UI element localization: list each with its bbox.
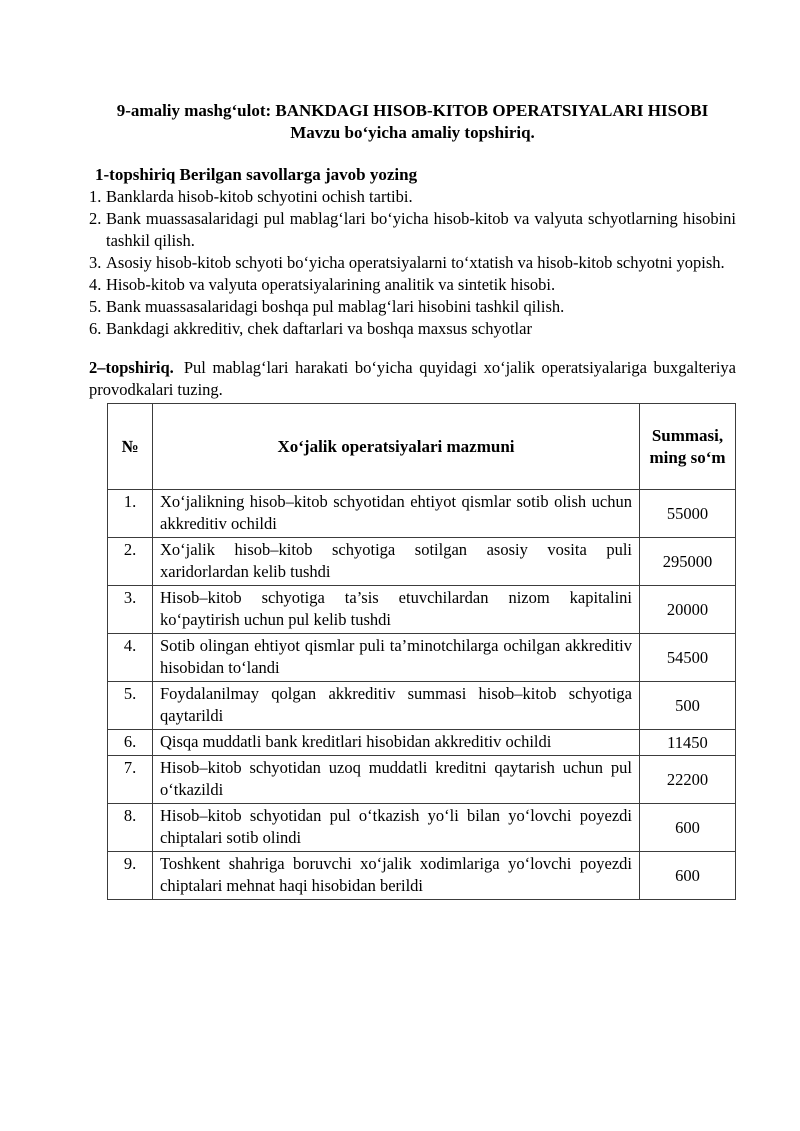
row-number-cell: 6. [108, 730, 153, 756]
amount-cell: 55000 [640, 490, 736, 538]
list-item-text: Asosiy hisob-kitob schyoti bo‘yicha operatsiyalarni to‘xtatish va hisob-kitob schyotni yopish. [106, 253, 725, 272]
amount-cell: 500 [640, 682, 736, 730]
row-number-cell: 1. [108, 490, 153, 538]
row-number-cell: 2. [108, 538, 153, 586]
row-number-cell: 8. [108, 804, 153, 852]
row-number-cell: 3. [108, 586, 153, 634]
list-item-number: 6. [89, 319, 102, 338]
column-header-sum: Summasi, ming so‘m [640, 404, 736, 490]
table-row [108, 756, 736, 804]
column-header-description: Xo‘jalik operatsiyalari mazmuni [153, 404, 640, 490]
task1-heading: 1-topshiriq Berilgan savollarga javob yozing [95, 165, 418, 184]
operation-text-cell: Hisob–kitob schyotiga ta’sis etuvchilardan nizom kapitalini ko‘paytirish uchun pul kelib tushdi [153, 586, 640, 634]
amount-cell: 22200 [640, 756, 736, 804]
list-item-number: 2. [89, 209, 102, 228]
list-item-text: Bank muassasalaridagi pul mablag‘lari bo‘yicha hisob-kitob va valyuta schyotlarning hisobini tashkil qilish. [106, 209, 736, 250]
table-body [108, 490, 736, 900]
list-item-text: Banklarda hisob-kitob schyotini ochish tartibi. [106, 187, 413, 206]
task2-text: Pul mablag‘lari harakati bo‘yicha quyidagi xo‘jalik operatsiyalariga buxgalteriya provodkalari tuzing. [89, 358, 736, 399]
operation-text-cell: Foydalanilmay qolgan akkreditiv summasi hisob–kitob schyotiga qaytarildi [153, 682, 640, 730]
operation-text-cell: Qisqa muddatli bank kreditlari hisobidan akkreditiv ochildi [153, 730, 640, 756]
table-row [108, 538, 736, 586]
operation-text-cell: Xo‘jalik hisob–kitob schyotiga sotilgan asosiy vosita puli xaridorlardan kelib tushdi [153, 538, 640, 586]
operation-text-cell: Sotib olingan ehtiyot qismlar puli ta’minotchilarga ochilgan akkreditiv hisobidan to‘landi [153, 634, 640, 682]
amount-cell: 20000 [640, 586, 736, 634]
table-row [108, 804, 736, 852]
list-item [89, 274, 736, 296]
list-item-number: 3. [89, 253, 102, 272]
table-row [108, 852, 736, 900]
list-item-number: 5. [89, 297, 102, 316]
table-row [108, 634, 736, 682]
list-item-text: Bankdagi akkreditiv, chek daftarlari va boshqa maxsus schyotlar [106, 319, 532, 338]
list-item-text: Hisob-kitob va valyuta operatsiyalarining analitik va sintetik hisobi. [106, 275, 556, 294]
list-item-number: 4. [89, 275, 102, 294]
list-item-number: 1. [89, 187, 102, 206]
amount-cell: 600 [640, 804, 736, 852]
column-header-number: № [108, 404, 153, 490]
amount-cell: 11450 [640, 730, 736, 756]
table-row [108, 730, 736, 756]
amount-cell: 295000 [640, 538, 736, 586]
list-item [89, 208, 736, 252]
list-item [89, 318, 736, 340]
list-item [89, 296, 736, 318]
list-item [89, 186, 736, 208]
list-item [89, 252, 736, 274]
list-item-text: Bank muassasalaridagi boshqa pul mablag‘lari hisobini tashkil qilish. [106, 297, 565, 316]
table-row [108, 490, 736, 538]
table-row [108, 682, 736, 730]
operations-table [107, 403, 736, 900]
table-row [108, 586, 736, 634]
amount-cell: 54500 [640, 634, 736, 682]
operation-text-cell: Toshkent shahriga boruvchi xo‘jalik xodimlariga yo‘lovchi poyezdi chiptalari mehnat haqi hisobidan berildi [153, 852, 640, 900]
page-subtitle: Mavzu bo‘yicha amaliy topshiriq. [290, 123, 535, 142]
questions-list [89, 186, 736, 340]
task2-paragraph [89, 357, 736, 401]
row-number-cell: 7. [108, 756, 153, 804]
row-number-cell: 9. [108, 852, 153, 900]
operation-text-cell: Hisob–kitob schyotidan uzoq muddatli kreditni qaytarish uchun pul o‘tkazildi [153, 756, 640, 804]
row-number-cell: 4. [108, 634, 153, 682]
table-header [108, 404, 736, 490]
table-header-row [108, 404, 736, 490]
task2-label: 2–topshiriq. [89, 358, 174, 377]
page-title: 9-amaliy mashg‘ulot: BANKDAGI HISOB-KITOB OPERATSIYALARI HISOBI [116, 101, 709, 120]
operation-text-cell: Xo‘jalikning hisob–kitob schyotidan ehtiyot qismlar sotib olish uchun akkreditiv ochildi [153, 490, 640, 538]
operation-text-cell: Hisob–kitob schyotidan pul o‘tkazish yo‘li bilan yo‘lovchi poyezdi chiptalari sotib olindi [153, 804, 640, 852]
row-number-cell: 5. [108, 682, 153, 730]
amount-cell: 600 [640, 852, 736, 900]
